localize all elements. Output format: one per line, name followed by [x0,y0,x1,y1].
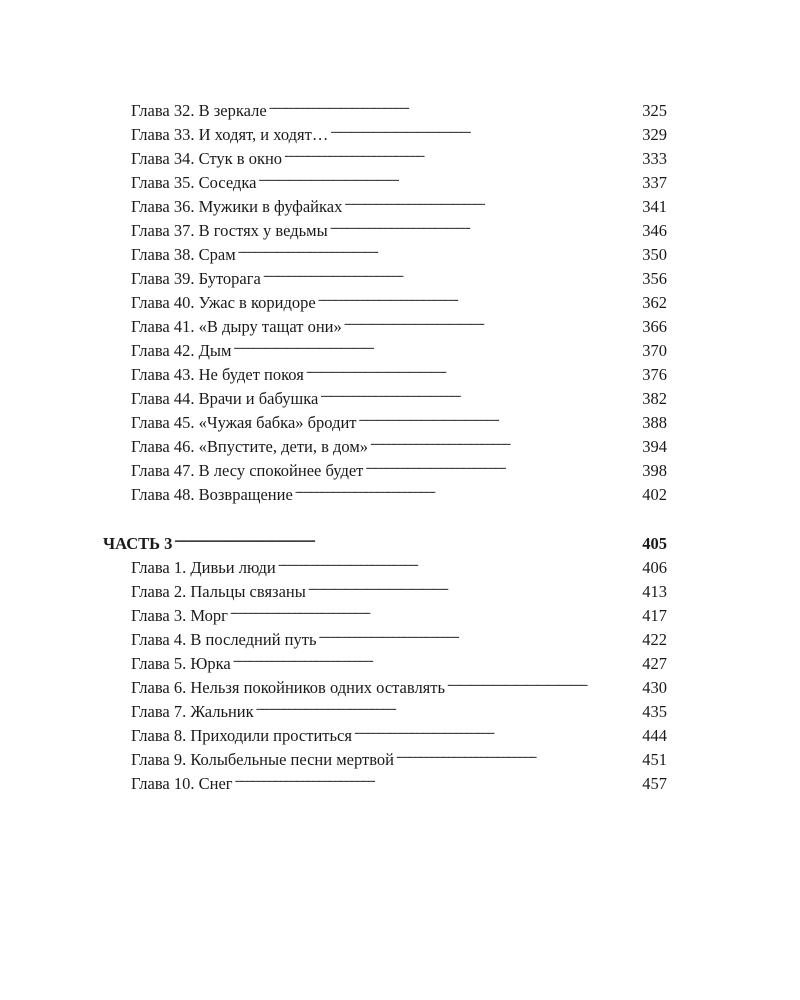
toc-entry-title: Глава 1. Дивьи люди [131,558,276,577]
dot-leader [370,432,640,452]
dot-leader [235,769,641,789]
toc-entry [131,120,667,144]
dot-leader [269,96,641,116]
dot-leader [230,601,640,621]
toc-entry-title: Глава 2. Пальцы связаны [131,582,306,601]
toc-entry-title: Глава 44. Врачи и бабушка [131,389,319,408]
toc-entry [131,577,667,601]
toc-entry-page: 382 [642,389,667,408]
dot-leader [330,120,640,140]
toc-entry-page: 337 [642,173,667,192]
dot-leader [365,456,640,476]
toc-entry-page: 435 [642,702,667,721]
toc-entry-page: 356 [642,269,667,288]
toc-entry-page: 346 [642,221,667,240]
dot-leader [256,697,641,717]
toc-entry-title: Глава 42. Дым [131,341,232,360]
toc-entry-title: Глава 45. «Чужая бабка» бродит [131,413,357,432]
dot-leader [174,529,640,549]
toc-entry [131,288,667,312]
toc-entry-title: Глава 6. Нельзя покойников одних оставлять [131,678,446,697]
dot-leader [320,384,640,404]
toc-entry-title: Глава 40. Ужас в коридоре [131,293,316,312]
dot-leader [263,264,640,284]
toc-entry-page: 417 [642,606,667,625]
dot-leader [359,408,641,428]
toc-entry [131,336,667,360]
toc-entry [131,432,667,456]
toc-part-page: 405 [642,534,667,553]
toc-entry-title: Глава 7. Жальник [131,702,254,721]
toc-entry-page: 451 [642,750,667,769]
toc-entry-title: Глава 4. В последний путь [131,630,317,649]
toc-entry [131,673,667,697]
dot-leader [233,336,640,356]
toc-entry-page: 444 [642,726,667,745]
toc-entry-page: 325 [642,101,667,120]
toc-entry-page: 362 [642,293,667,312]
dot-leader [447,673,640,693]
toc-entry-page: 329 [642,125,667,144]
toc-entry [131,649,667,673]
dot-leader [238,240,641,260]
toc-entry-page: 427 [642,654,667,673]
toc-entry-title: Глава 5. Юрка [131,654,231,673]
toc-entry-page: 398 [642,461,667,480]
toc-entry-page: 413 [642,582,667,601]
toc-entry-title: Глава 33. И ходят, и ходят… [131,125,329,144]
toc-entry [131,96,667,120]
toc-entry [131,168,667,192]
toc-entry [131,697,667,721]
dot-leader [233,649,641,669]
toc-entry-title: Глава 43. Не будет покоя [131,365,304,384]
dot-leader [396,745,640,765]
toc-entry-title: Глава 9. Колыбельные песни мертвой [131,750,394,769]
toc-part-title: ЧАСТЬ 3 [103,534,173,553]
toc-entry-page: 350 [642,245,667,264]
toc-part-heading [103,529,667,553]
dot-leader [258,168,640,188]
toc-entry-title: Глава 37. В гостях у ведьмы [131,221,328,240]
dot-leader [319,625,641,645]
toc-entry [131,625,667,649]
toc-entry [131,745,667,769]
toc-entry [131,553,667,577]
toc-entry-page: 430 [642,678,667,697]
toc-entry-page: 370 [642,341,667,360]
toc-entry-page: 333 [642,149,667,168]
toc-entry [131,480,667,504]
toc-entry-title: Глава 46. «Впустите, дети, в дом» [131,437,369,456]
dot-leader [278,553,641,573]
toc-entry [131,192,667,216]
toc-entry-page: 388 [642,413,667,432]
dot-leader [354,721,640,741]
toc-entry-title: Глава 47. В лесу спокойнее будет [131,461,364,480]
toc-entry [131,144,667,168]
toc-entry-title: Глава 34. Стук в окно [131,149,283,168]
dot-leader [344,312,641,332]
toc-entry-title: Глава 32. В зеркале [131,101,267,120]
toc-entry-page: 341 [642,197,667,216]
toc-entry-title: Глава 38. Срам [131,245,236,264]
toc-entry-page: 394 [642,437,667,456]
dot-leader [295,480,640,500]
toc-entry [131,384,667,408]
dot-leader [318,288,641,308]
toc-entry-title: Глава 36. Мужики в фуфайках [131,197,343,216]
toc-entry [131,216,667,240]
toc-entry [131,769,667,793]
toc-entry-page: 457 [642,774,667,793]
toc-entry [131,408,667,432]
toc-entry [131,312,667,336]
toc-entry-title: Глава 41. «В дыру тащат они» [131,317,342,336]
toc-entry [131,601,667,625]
toc-entry-page: 402 [642,485,667,504]
toc-entry-page: 406 [642,558,667,577]
toc-entry [131,264,667,288]
toc-entry-page: 422 [642,630,667,649]
toc-entry [131,456,667,480]
toc-entry-title: Глава 3. Морг [131,606,228,625]
toc-entry-title: Глава 48. Возвращение [131,485,293,504]
dot-leader [344,192,640,212]
toc-entry [131,360,667,384]
toc-entry-title: Глава 39. Буторага [131,269,261,288]
toc-entry-title: Глава 35. Соседка [131,173,257,192]
toc-entry-page: 376 [642,365,667,384]
dot-leader [306,360,640,380]
toc-entry-page: 366 [642,317,667,336]
toc-entry-title: Глава 10. Снег [131,774,233,793]
dot-leader [330,216,641,236]
toc-entry [131,721,667,745]
toc-entry [131,240,667,264]
dot-leader [284,144,640,164]
toc-entry-title: Глава 8. Приходили проститься [131,726,352,745]
dot-leader [308,577,640,597]
